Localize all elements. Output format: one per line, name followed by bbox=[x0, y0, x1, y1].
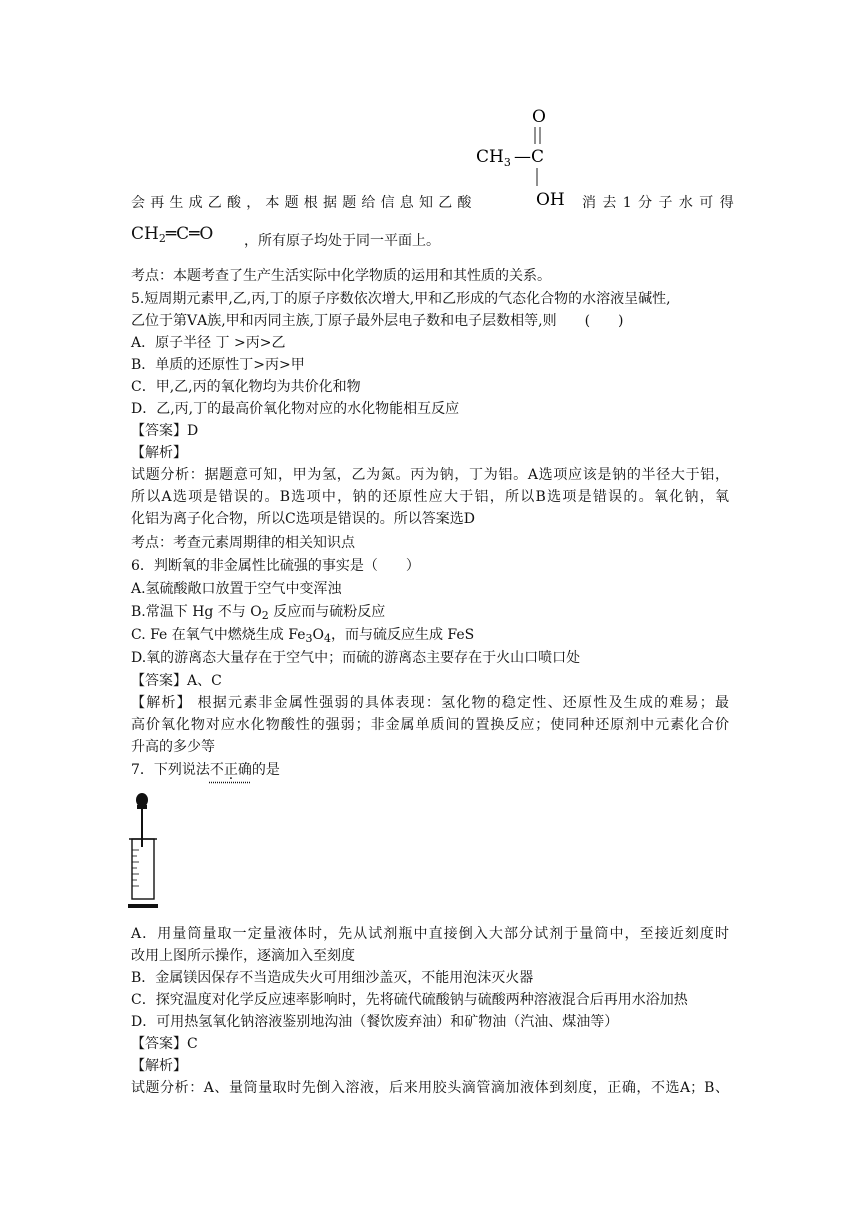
emphasis-dots: 不正确 bbox=[209, 762, 252, 778]
q7-option-b: B．金属镁因保存不当造成失火可用细沙盖灭，不能用泡沫灭火器 bbox=[131, 970, 534, 986]
q6-analysis-3: 升高的多少等 bbox=[131, 739, 215, 755]
q6-option-c: C. Fe 在氧气中燃烧生成 $Fe_3O_4$，而与硫反应生成 FeS bbox=[131, 627, 475, 645]
q7-option-c: C．探究温度对化学反应速率影响时，先将硫代硫酸钠与硫酸两种溶液混合后再用水浴加热 bbox=[131, 992, 688, 1008]
q7-option-a-1: A．用量筒量取一定量液体时，先从试剂瓶中直接倒入大部分试剂于量筒中，至接近刻度时 bbox=[131, 926, 729, 942]
q7-stem: 7．下列说法不正确的是 bbox=[131, 762, 280, 778]
graduated-cylinder bbox=[132, 839, 154, 899]
q7-analysis-1: 试题分析：A、量筒量取时先倒入溶液，后来用胶头滴管滴加液体到刻度，正确，不选A；B、 bbox=[131, 1080, 729, 1096]
q5-option-d: D．乙,丙,丁的最高价氧化物对应的水化物能相互反应 bbox=[131, 401, 460, 417]
text-line-3: 考点：本题考查了生产生活实际中化学物质的运用和其性质的关系。 bbox=[131, 268, 551, 284]
q5-kaodian: 考点：考查元素周期律的相关知识点 bbox=[131, 535, 355, 551]
q6-option-a: A.氢硫酸敞口放置于空气中变浑浊 bbox=[131, 581, 342, 597]
q6-option-d: D.氧的游离态大量存在于空气中；而硫的游离态主要存在于火山口喷口处 bbox=[131, 650, 581, 666]
q5-analysis-heading: 【解析】 bbox=[131, 445, 187, 461]
q7-analysis-heading: 【解析】 bbox=[131, 1058, 187, 1074]
q5-option-b: B．单质的还原性丁>丙>甲 bbox=[131, 357, 305, 373]
methyl-group: $CH_3$ bbox=[476, 147, 511, 169]
q6-analysis-2: 高价氧化物对应水化物酸性的强弱；非金属单质间的置换反应；使同种还原剂中元素化合价 bbox=[131, 717, 729, 733]
dropper-bulb bbox=[136, 793, 148, 807]
q5-analysis-3: 化铝为离子化合物，所以C选项是错误的。所以答案选D bbox=[131, 511, 475, 527]
q5-stem-2: 乙位于第ⅤA族,甲和丙同主族,丁原子最外层电子数和电子层数相等,则 ( ) bbox=[131, 313, 624, 329]
q6-stem: 6．判断氧的非金属性比硫强的事实是（ ） bbox=[131, 558, 420, 574]
dropper-cylinder-illustration bbox=[128, 792, 168, 908]
ketene-formula: $CH_2═C═O$ bbox=[131, 224, 214, 245]
q5-stem-1: 5.短周期元素甲,乙,丙,丁的原子序数依次增大,甲和乙形成的气态化合物的水溶液呈碱性, bbox=[131, 291, 671, 307]
text-line-1-right: 消去1分子水可得 bbox=[582, 195, 741, 211]
q5-option-c: C．甲,乙,丙的氧化物均为共价化和物 bbox=[131, 379, 361, 395]
q6-analysis-1: 【解析】 根据元素非金属性强弱的具体表现：氢化物的稳定性、还原性及生成的难易；最 bbox=[131, 695, 729, 711]
q5-analysis-2: 所以A选项是错误的。B选项中，钠的还原性应大于铝，所以B选项是错误的。氧化钠，氧 bbox=[131, 489, 729, 505]
q6-option-b: B.常温下 Hg 不与 $O_2$ 反应而与硫粉反应 bbox=[131, 604, 386, 622]
acetic-acid-structure bbox=[470, 100, 600, 212]
q7-option-a-2: 改用上图所示操作，逐滴加入至刻度 bbox=[131, 948, 355, 964]
text-line-2: ，所有原子均处于同一平面上。 bbox=[244, 233, 440, 249]
q7-answer: 【答案】C bbox=[131, 1036, 198, 1052]
carbon-bond: —C bbox=[514, 147, 545, 167]
q5-analysis-1: 试题分析：据题意可知，甲为氢，乙为氮。丙为钠，丁为铝。A选项应该是钠的半径大于铝， bbox=[131, 467, 729, 483]
q7-option-d: D．可用热氢氧化钠溶液鉴别地沟油（餐饮废弃油）和矿物油（汽油、煤油等） bbox=[131, 1014, 619, 1030]
q6-answer: 【答案】A、C bbox=[131, 673, 222, 689]
text-line-1-left: 会再生成乙酸，本题根据题给信息知乙酸 bbox=[131, 195, 477, 211]
carbonyl-oxygen: O bbox=[532, 107, 546, 127]
q5-answer: 【答案】D bbox=[131, 423, 199, 439]
q5-option-a: A．原子半径 丁 >丙>乙 bbox=[131, 335, 286, 351]
hydroxyl-group: OH bbox=[536, 190, 565, 210]
